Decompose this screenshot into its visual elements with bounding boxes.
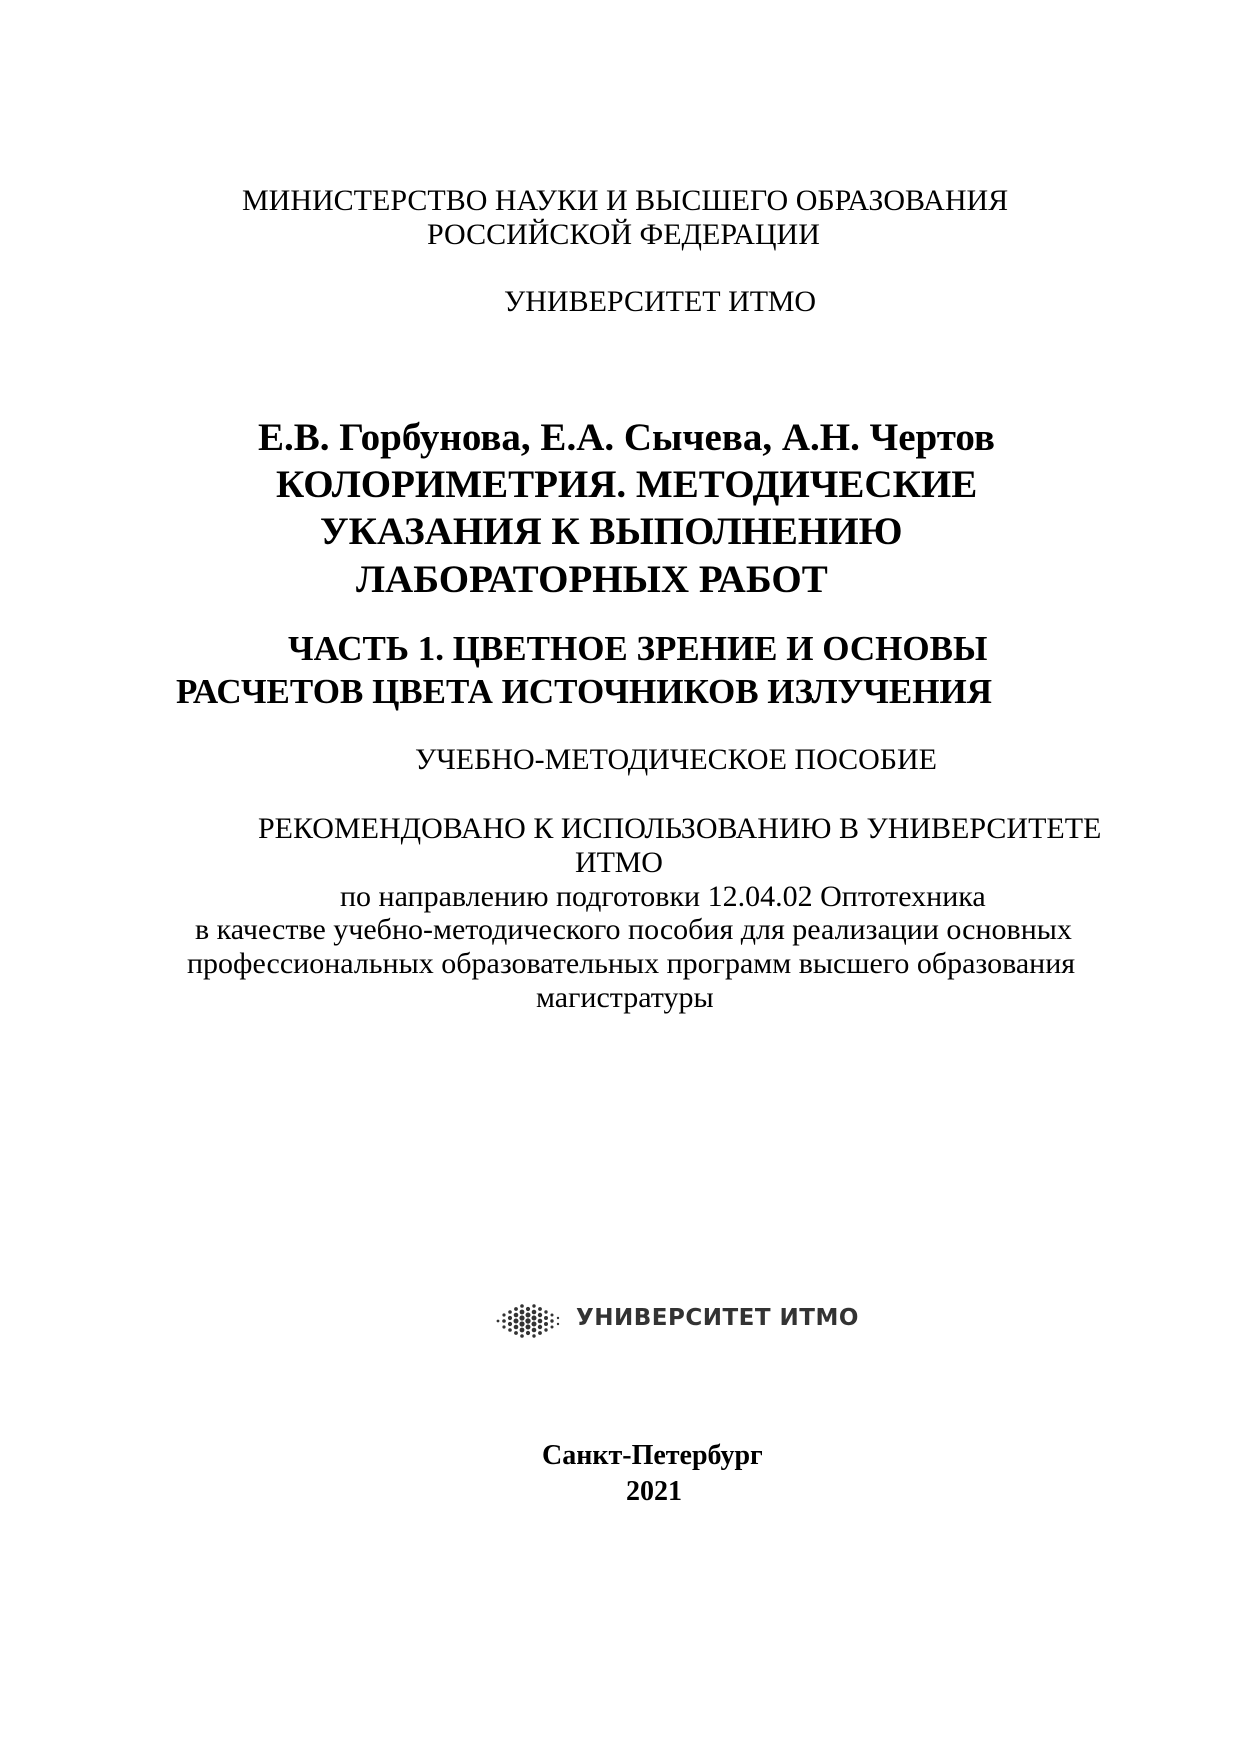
authors: Е.В. Горбунова, Е.А. Сычева, А.Н. Чертов [258, 416, 995, 459]
recommendation-line-3: по направлению подготовки 12.04.02 Оптотехника [340, 880, 986, 913]
itmo-logo-text: УНИВЕРСИТЕТ ИТМО [576, 1305, 859, 1331]
itmo-logo [494, 1300, 859, 1340]
ministry-line-1: МИНИСТЕРСТВО НАУКИ И ВЫСШЕГО ОБРАЗОВАНИЯ [242, 184, 1009, 217]
recommendation-line-6: магистратуры [536, 981, 714, 1014]
itmo-dots-logo-icon [494, 1300, 566, 1340]
year: 2021 [626, 1476, 682, 1507]
ministry-line-2: РОССИЙСКОЙ ФЕДЕРАЦИИ [427, 218, 820, 251]
part-line-1: ЧАСТЬ 1. ЦВЕТНОЕ ЗРЕНИЕ И ОСНОВЫ [288, 629, 988, 668]
title-line-1: КОЛОРИМЕТРИЯ. МЕТОДИЧЕСКИЕ [276, 463, 978, 506]
title-line-2: УКАЗАНИЯ К ВЫПОЛНЕНИЮ [320, 510, 903, 553]
recommendation-line-4: в качестве учебно-методического пособия для реализации основных [195, 913, 1072, 946]
city: Санкт-Петербург [542, 1440, 763, 1471]
recommendation-line-2: ИТМО [575, 846, 663, 879]
part-line-2: РАСЧЕТОВ ЦВЕТА ИСТОЧНИКОВ ИЗЛУЧЕНИЯ [176, 672, 992, 711]
title-line-3: ЛАБОРАТОРНЫХ РАБОТ [356, 558, 828, 601]
university-name: УНИВЕРСИТЕТ ИТМО [504, 285, 817, 318]
document-type: УЧЕБНО-МЕТОДИЧЕСКОЕ ПОСОБИЕ [415, 743, 938, 776]
recommendation-line-5: профессиональных образовательных программ высшего образования [187, 947, 1076, 980]
recommendation-line-1: РЕКОМЕНДОВАНО К ИСПОЛЬЗОВАНИЮ В УНИВЕРСИТЕТЕ [258, 812, 1102, 845]
